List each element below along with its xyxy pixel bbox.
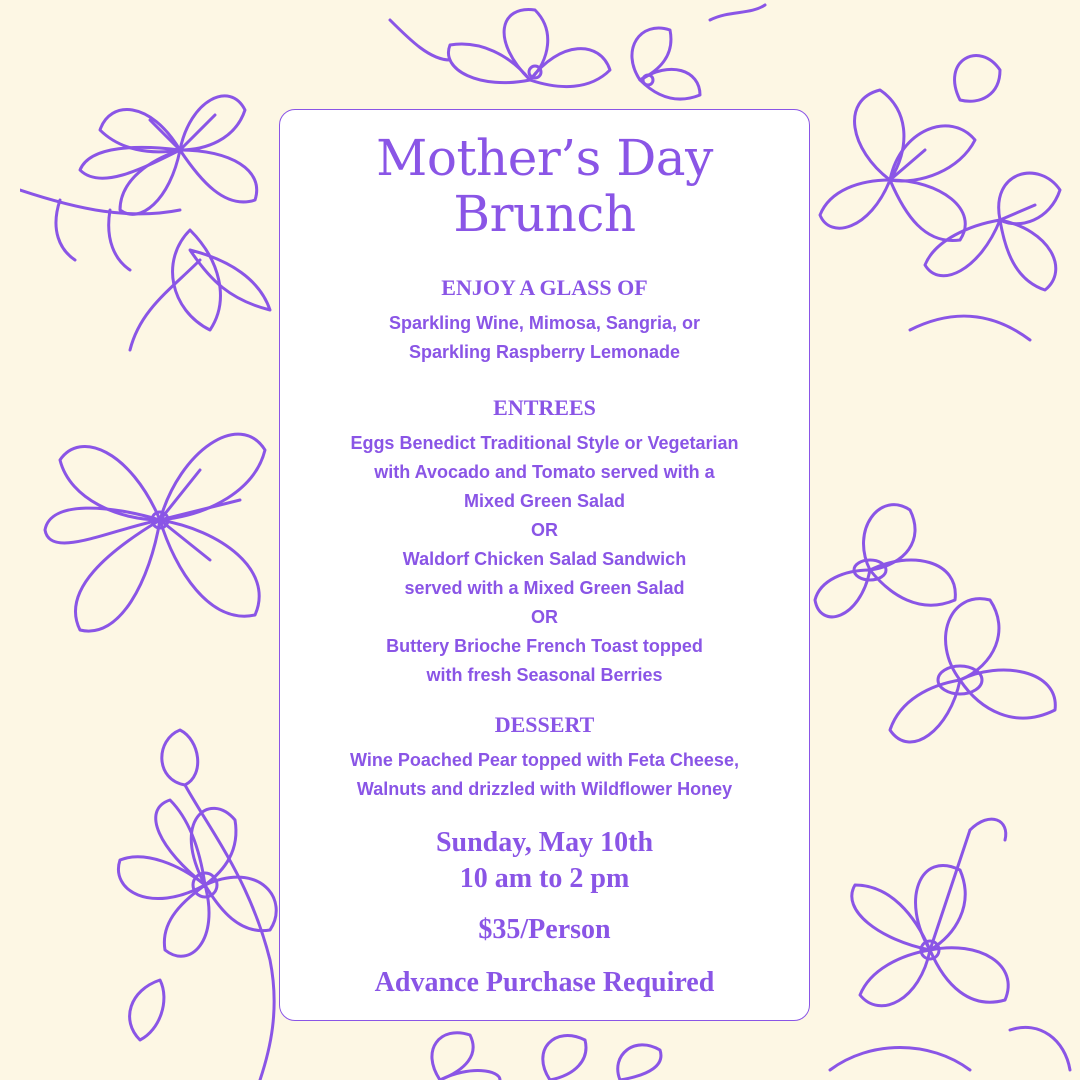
- event-time: 10 am to 2 pm: [459, 863, 630, 894]
- menu-line: Sparkling Raspberry Lemonade: [408, 342, 681, 362]
- flower-icon: [100, 700, 290, 1080]
- entrees-heading: ENTREES: [493, 395, 596, 420]
- event-price: $35/Person: [478, 914, 611, 945]
- title-line: Mother’s Day: [376, 129, 713, 187]
- event-date: Sunday, May 10th: [435, 827, 654, 858]
- dessert-list: [280, 746, 809, 804]
- drinks-list: [280, 309, 809, 367]
- flower-icon: [380, 1020, 710, 1080]
- flower-icon: [20, 60, 300, 360]
- menu-line: Waldorf Chicken Salad Sandwich: [402, 549, 687, 569]
- flower-icon: [810, 790, 1080, 1080]
- flower-icon: [810, 480, 1080, 780]
- menu-line: Mixed Green Salad: [463, 491, 626, 511]
- flower-icon: [330, 0, 770, 110]
- page-title: [280, 130, 809, 242]
- entrees-list: [280, 429, 809, 690]
- menu-separator: OR: [531, 607, 558, 627]
- flower-icon: [40, 390, 280, 660]
- menu-line: Eggs Benedict Traditional Style or Vegetarian: [350, 433, 739, 453]
- drinks-heading: ENJOY A GLASS OF: [441, 275, 648, 300]
- title-line: Brunch: [453, 185, 636, 243]
- event-details: [280, 825, 809, 897]
- menu-separator: OR: [531, 520, 558, 540]
- menu-line: with fresh Seasonal Berries: [426, 665, 663, 685]
- menu-line: Sparkling Wine, Mimosa, Sangria, or: [389, 313, 700, 333]
- menu-line: Wine Poached Pear topped with Feta Cheese,: [350, 750, 739, 770]
- flower-icon: [810, 40, 1080, 360]
- dessert-heading: DESSERT: [494, 712, 595, 737]
- menu-card: [279, 109, 810, 1021]
- menu-line: Buttery Brioche French Toast topped: [386, 636, 703, 656]
- menu-line: Walnuts and drizzled with Wildflower Honey: [356, 779, 733, 799]
- menu-line: served with a Mixed Green Salad: [404, 578, 685, 598]
- menu-line: with Avocado and Tomato served with a: [374, 462, 715, 482]
- purchase-note: Advance Purchase Required: [374, 967, 715, 998]
